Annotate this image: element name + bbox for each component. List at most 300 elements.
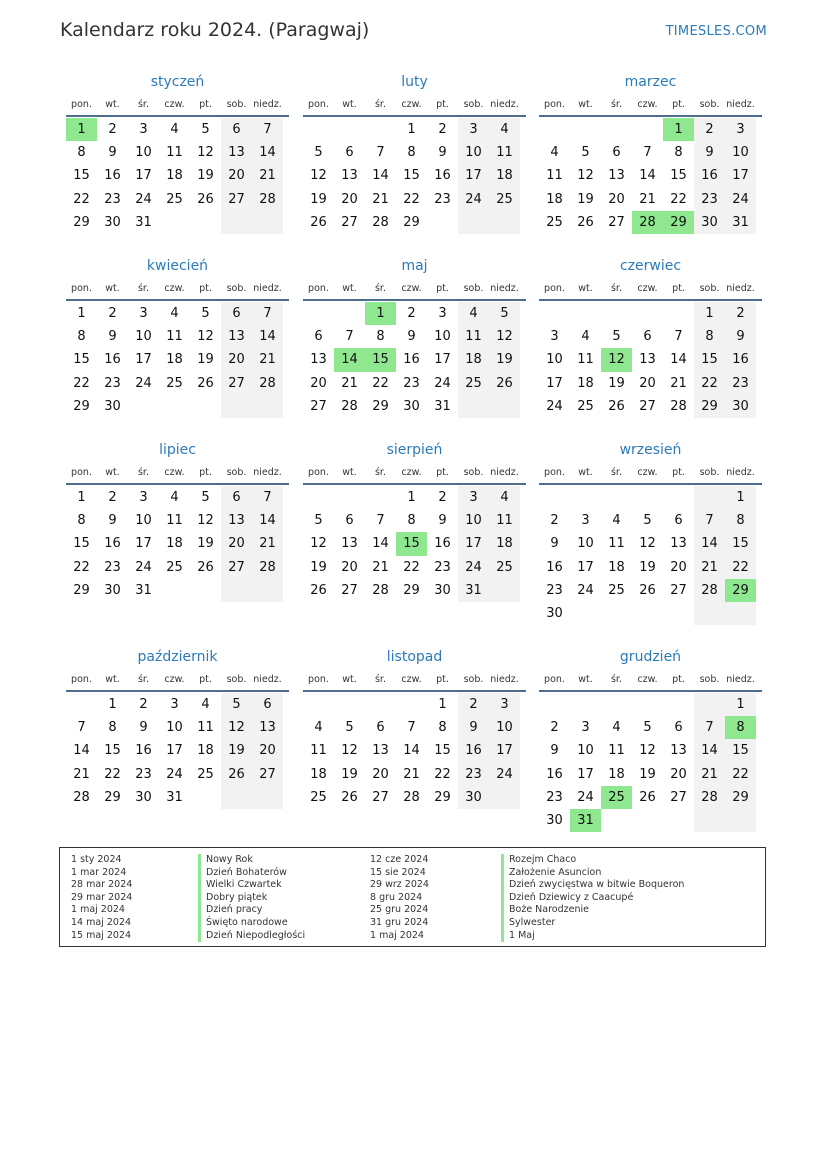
day-cell: 6	[314, 329, 323, 345]
empty-cell	[632, 486, 663, 509]
day-cell: 8	[438, 720, 447, 736]
empty-cell	[334, 118, 365, 141]
day-cell: 11	[166, 145, 183, 161]
day-cell: 20	[670, 766, 687, 782]
day-cell: 10	[434, 329, 451, 345]
month-title: sierpień	[386, 442, 443, 458]
day-cell: 6	[674, 513, 683, 529]
weekday-label: pt.	[672, 99, 685, 110]
day-cell: 21	[372, 559, 389, 575]
day-cell: 3	[581, 720, 590, 736]
day-cell: 11	[489, 509, 520, 532]
weekday-label: śr.	[374, 674, 386, 685]
day-cell: 13	[372, 743, 389, 759]
holiday-date: 15 sie 2024	[370, 866, 426, 878]
empty-cell	[725, 602, 756, 625]
day-cell: 19	[197, 168, 214, 184]
day-cell: 18	[310, 766, 327, 782]
day-cell: 4	[201, 697, 210, 712]
day-cell: 24	[577, 789, 594, 805]
weekday-label: pon.	[308, 674, 329, 685]
weekday-header	[303, 94, 526, 117]
day-cell: 1	[407, 122, 416, 137]
day-cell: 12	[310, 536, 327, 552]
day-cell: 29	[403, 582, 420, 598]
day-cell: 26	[310, 214, 327, 230]
day-cell: 27	[221, 188, 252, 211]
day-cell: 24	[458, 556, 489, 579]
empty-cell	[601, 602, 632, 625]
day-cell: 28	[341, 398, 358, 414]
day-cell: 9	[108, 145, 117, 161]
day-cell: 14	[694, 532, 725, 555]
day-cell: 7	[376, 513, 385, 529]
day-cell: 19	[639, 559, 656, 575]
month-2	[303, 70, 526, 234]
weekday-label: śr.	[610, 467, 622, 478]
day-cell: 26	[639, 582, 656, 598]
day-cell: 11	[608, 536, 625, 552]
holiday-date: 12 cze 2024	[370, 854, 429, 865]
day-cell: 7	[407, 720, 416, 736]
weekday-label: pt.	[672, 467, 685, 478]
day-cell: 6	[221, 118, 252, 141]
day-cell: 19	[489, 348, 520, 371]
days-grid	[66, 693, 289, 809]
day-cell: 9	[108, 513, 117, 529]
day-cell: 14	[252, 325, 283, 348]
weekday-header	[539, 669, 762, 692]
day-cell: 21	[252, 348, 283, 371]
day-cell: 8	[77, 329, 86, 345]
empty-cell	[159, 579, 190, 602]
weekday-label: niedz.	[253, 283, 282, 294]
day-cell: 15	[73, 352, 90, 368]
day-cell: 9	[550, 743, 559, 759]
day-cell: 30	[135, 789, 152, 805]
holiday-name: Boże Narodzenie	[501, 904, 684, 917]
day-cell: 17	[489, 739, 520, 762]
legend-dates-col-2	[370, 854, 429, 942]
empty-cell	[632, 302, 663, 325]
day-cell: 29	[725, 579, 756, 602]
weekday-label: wt.	[342, 467, 357, 478]
weekday-label: niedz.	[253, 99, 282, 110]
weekday-label: sob.	[226, 99, 247, 110]
empty-cell	[252, 395, 283, 418]
day-cell: 7	[376, 145, 385, 161]
day-cell: 16	[546, 559, 563, 575]
weekday-label: śr.	[610, 283, 622, 294]
day-cell: 24	[725, 188, 756, 211]
day-cell: 5	[221, 693, 252, 716]
holiday-name: Wielki Czwartek	[198, 879, 305, 892]
weekday-label: czw.	[164, 467, 185, 478]
empty-cell	[694, 809, 725, 832]
weekday-label: pt.	[436, 467, 449, 478]
day-cell: 21	[252, 532, 283, 555]
day-cell: 29	[73, 214, 90, 230]
day-cell: 22	[104, 766, 121, 782]
day-cell: 4	[170, 490, 179, 505]
weekday-label: sob.	[463, 674, 484, 685]
weekday-header	[303, 278, 526, 301]
weekday-label: sob.	[699, 283, 720, 294]
day-cell: 24	[135, 559, 152, 575]
day-cell: 1	[438, 697, 447, 712]
day-cell: 7	[694, 716, 725, 739]
day-cell: 21	[694, 763, 725, 786]
day-cell: 3	[725, 118, 756, 141]
weekday-label: pt.	[436, 283, 449, 294]
day-cell: 28	[670, 398, 687, 414]
days-grid	[539, 486, 762, 625]
day-cell: 15	[725, 739, 756, 762]
day-cell: 30	[104, 398, 121, 414]
day-cell: 10	[135, 513, 152, 529]
weekday-label: pt.	[672, 674, 685, 685]
day-cell: 5	[643, 720, 652, 736]
day-cell: 6	[674, 720, 683, 736]
day-cell: 8	[725, 509, 756, 532]
weekday-label: śr.	[610, 99, 622, 110]
weekday-label: pon.	[544, 674, 565, 685]
day-cell: 5	[581, 145, 590, 161]
empty-cell	[303, 486, 334, 509]
day-cell: 20	[372, 766, 389, 782]
day-cell: 25	[166, 375, 183, 391]
day-cell: 25	[608, 582, 625, 598]
day-cell: 23	[546, 582, 563, 598]
holiday-name: Święto narodowe	[198, 917, 305, 930]
day-cell: 8	[108, 720, 117, 736]
weekday-label: niedz.	[726, 283, 755, 294]
day-cell: 15	[725, 532, 756, 555]
weekday-label: czw.	[401, 674, 422, 685]
day-cell: 21	[73, 766, 90, 782]
day-cell: 27	[252, 763, 283, 786]
day-cell: 14	[372, 536, 389, 552]
day-cell: 22	[670, 191, 687, 207]
day-cell: 31	[135, 214, 152, 230]
empty-cell	[427, 211, 458, 234]
day-cell: 27	[639, 398, 656, 414]
day-cell: 8	[376, 329, 385, 345]
day-cell: 16	[104, 352, 121, 368]
empty-cell	[252, 786, 283, 809]
empty-cell	[632, 809, 663, 832]
day-cell: 15	[403, 168, 420, 184]
month-11	[303, 645, 526, 809]
site-link[interactable]: TIMESLES.COM	[665, 24, 767, 39]
day-cell: 29	[104, 789, 121, 805]
day-cell: 24	[489, 763, 520, 786]
weekday-header	[66, 278, 289, 301]
empty-cell	[570, 693, 601, 716]
weekday-label: pon.	[308, 467, 329, 478]
weekday-label: śr.	[374, 467, 386, 478]
weekday-label: wt.	[342, 99, 357, 110]
day-cell: 13	[221, 509, 252, 532]
holiday-date: 25 gru 2024	[370, 904, 429, 916]
day-cell: 22	[694, 372, 725, 395]
day-cell: 18	[489, 532, 520, 555]
day-cell: 26	[310, 582, 327, 598]
day-cell: 2	[108, 490, 117, 505]
day-cell: 9	[407, 329, 416, 345]
day-cell: 6	[252, 693, 283, 716]
day-cell: 26	[341, 789, 358, 805]
weekday-label: sob.	[226, 674, 247, 685]
day-cell: 9	[438, 145, 447, 161]
empty-cell	[539, 486, 570, 509]
empty-cell	[365, 486, 396, 509]
day-cell: 19	[341, 766, 358, 782]
holiday-date: 29 mar 2024	[71, 891, 133, 903]
day-cell: 10	[135, 329, 152, 345]
day-cell: 28	[632, 211, 663, 234]
day-cell: 7	[77, 720, 86, 736]
day-cell: 1	[66, 118, 97, 141]
month-10	[66, 645, 289, 809]
days-grid	[539, 302, 762, 418]
day-cell: 24	[166, 766, 183, 782]
day-cell: 21	[694, 556, 725, 579]
day-cell: 23	[434, 559, 451, 575]
month-title: luty	[401, 74, 428, 90]
weekday-label: śr.	[137, 283, 149, 294]
day-cell: 22	[403, 559, 420, 575]
day-cell: 24	[577, 582, 594, 598]
day-cell: 27	[670, 582, 687, 598]
weekday-label: pt.	[436, 674, 449, 685]
day-cell: 5	[201, 306, 210, 321]
day-cell: 3	[438, 306, 447, 321]
month-8	[303, 438, 526, 602]
empty-cell	[190, 395, 221, 418]
day-cell: 4	[314, 720, 323, 736]
day-cell: 14	[73, 743, 90, 759]
day-cell: 17	[458, 532, 489, 555]
day-cell: 4	[489, 486, 520, 509]
day-cell: 11	[310, 743, 327, 759]
day-cell: 19	[639, 766, 656, 782]
month-title: marzec	[624, 74, 677, 90]
day-cell: 25	[310, 789, 327, 805]
day-cell: 2	[550, 513, 559, 529]
empty-cell	[632, 602, 663, 625]
legend-names-col-1	[198, 854, 305, 942]
empty-cell	[632, 693, 663, 716]
weekday-header	[539, 278, 762, 301]
day-cell: 11	[197, 720, 214, 736]
day-cell: 21	[252, 164, 283, 187]
day-cell: 26	[639, 789, 656, 805]
day-cell: 25	[458, 372, 489, 395]
day-cell: 28	[372, 214, 389, 230]
day-cell: 1	[663, 118, 694, 141]
day-cell: 12	[310, 168, 327, 184]
day-cell: 30	[725, 395, 756, 418]
day-cell: 24	[434, 375, 451, 391]
empty-cell	[489, 579, 520, 602]
day-cell: 10	[458, 509, 489, 532]
day-cell: 12	[341, 743, 358, 759]
weekday-label: wt.	[342, 674, 357, 685]
holiday-date: 1 maj 2024	[71, 904, 125, 916]
empty-cell	[694, 693, 725, 716]
day-cell: 13	[670, 743, 687, 759]
day-cell: 29	[403, 214, 420, 230]
empty-cell	[489, 211, 520, 234]
day-cell: 18	[608, 559, 625, 575]
empty-cell	[601, 302, 632, 325]
empty-cell	[252, 579, 283, 602]
weekday-label: pon.	[71, 99, 92, 110]
day-cell: 4	[170, 306, 179, 321]
holiday-date: 14 maj 2024	[71, 916, 132, 928]
day-cell: 8	[77, 145, 86, 161]
day-cell: 28	[403, 789, 420, 805]
holiday-legend	[59, 847, 766, 947]
day-cell: 26	[221, 763, 252, 786]
weekday-label: wt.	[578, 283, 593, 294]
day-cell: 3	[489, 693, 520, 716]
day-cell: 18	[577, 375, 594, 391]
day-cell: 29	[663, 211, 694, 234]
day-cell: 28	[694, 786, 725, 809]
day-cell: 1	[108, 697, 117, 712]
day-cell: 3	[139, 490, 148, 505]
day-cell: 1	[407, 490, 416, 505]
weekday-label: czw.	[637, 467, 658, 478]
day-cell: 19	[310, 191, 327, 207]
holiday-date: 1 maj 2024	[370, 929, 424, 941]
weekday-header	[539, 462, 762, 485]
day-cell: 30	[694, 211, 725, 234]
month-5	[303, 254, 526, 418]
day-cell: 19	[197, 536, 214, 552]
day-cell: 18	[197, 743, 214, 759]
day-cell: 30	[434, 582, 451, 598]
day-cell: 22	[73, 191, 90, 207]
weekday-label: wt.	[105, 674, 120, 685]
weekday-label: sob.	[699, 674, 720, 685]
day-cell: 17	[135, 168, 152, 184]
day-cell: 7	[252, 486, 283, 509]
day-cell: 9	[458, 716, 489, 739]
day-cell: 30	[104, 214, 121, 230]
month-3	[539, 70, 762, 234]
weekday-label: sob.	[463, 99, 484, 110]
day-cell: 30	[546, 605, 563, 621]
day-cell: 18	[458, 348, 489, 371]
day-cell: 6	[643, 329, 652, 345]
day-cell: 23	[104, 375, 121, 391]
day-cell: 23	[104, 559, 121, 575]
day-cell: 3	[458, 118, 489, 141]
days-grid	[539, 693, 762, 832]
holiday-name: Dzień Bohaterów	[198, 867, 305, 880]
empty-cell	[334, 486, 365, 509]
month-title: grudzień	[619, 649, 682, 665]
day-cell: 27	[670, 789, 687, 805]
empty-cell	[489, 395, 520, 418]
holiday-date: 8 gru 2024	[370, 891, 423, 903]
day-cell: 27	[608, 214, 625, 230]
empty-cell	[601, 118, 632, 141]
day-cell: 23	[104, 191, 121, 207]
weekday-label: pt.	[199, 99, 212, 110]
weekday-label: niedz.	[253, 467, 282, 478]
empty-cell	[221, 786, 252, 809]
day-cell: 11	[458, 325, 489, 348]
day-cell: 9	[550, 536, 559, 552]
day-cell: 14	[252, 141, 283, 164]
empty-cell	[159, 211, 190, 234]
day-cell: 9	[438, 513, 447, 529]
day-cell: 26	[608, 398, 625, 414]
holiday-name: Założenie Asuncion	[501, 867, 684, 880]
day-cell: 18	[489, 164, 520, 187]
day-cell: 15	[104, 743, 121, 759]
month-title: listopad	[386, 649, 443, 665]
day-cell: 8	[725, 716, 756, 739]
day-cell: 16	[104, 168, 121, 184]
day-cell: 17	[135, 536, 152, 552]
day-cell: 10	[458, 141, 489, 164]
day-cell: 9	[725, 325, 756, 348]
day-cell: 12	[489, 325, 520, 348]
weekday-label: śr.	[137, 674, 149, 685]
day-cell: 1	[725, 693, 756, 716]
day-cell: 22	[434, 766, 451, 782]
day-cell: 5	[201, 490, 210, 505]
weekday-label: wt.	[105, 467, 120, 478]
day-cell: 20	[341, 559, 358, 575]
day-cell: 25	[166, 559, 183, 575]
day-cell: 27	[221, 372, 252, 395]
weekday-header	[66, 669, 289, 692]
day-cell: 13	[608, 168, 625, 184]
empty-cell	[303, 118, 334, 141]
month-title: czerwiec	[619, 258, 682, 274]
days-grid	[303, 693, 526, 809]
weekday-label: śr.	[137, 99, 149, 110]
weekday-label: niedz.	[726, 99, 755, 110]
weekday-label: sob.	[463, 467, 484, 478]
holiday-name: Dzień Niepodległości	[198, 930, 305, 943]
day-cell: 2	[438, 122, 447, 137]
empty-cell	[252, 211, 283, 234]
weekday-label: niedz.	[726, 674, 755, 685]
weekday-label: sob.	[699, 467, 720, 478]
month-1	[66, 70, 289, 234]
weekday-label: niedz.	[253, 674, 282, 685]
empty-cell	[334, 693, 365, 716]
empty-cell	[66, 693, 97, 716]
day-cell: 17	[458, 164, 489, 187]
day-cell: 28	[73, 789, 90, 805]
day-cell: 16	[434, 168, 451, 184]
day-cell: 13	[341, 536, 358, 552]
day-cell: 8	[407, 513, 416, 529]
empty-cell	[190, 211, 221, 234]
day-cell: 5	[345, 720, 354, 736]
day-cell: 22	[73, 559, 90, 575]
day-cell: 12	[197, 329, 214, 345]
day-cell: 21	[403, 766, 420, 782]
